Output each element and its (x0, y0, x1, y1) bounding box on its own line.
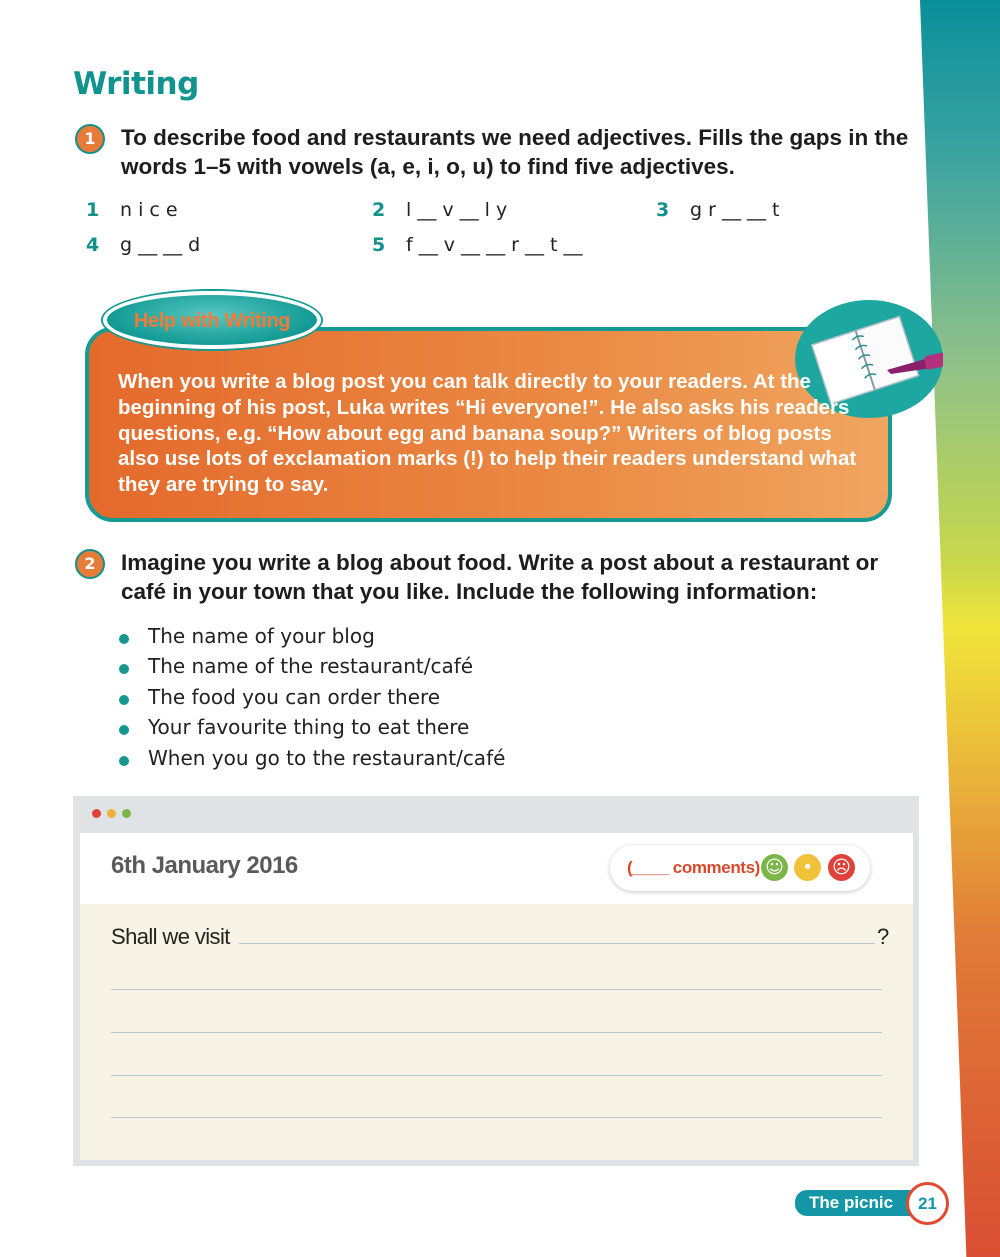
gap-item-5[interactable] (372, 234, 583, 256)
gap-item-number: 5 (372, 234, 386, 256)
bullet-icon (119, 695, 129, 705)
gap-item-number: 3 (656, 199, 670, 221)
writing-line[interactable] (111, 1075, 882, 1076)
gap-item-word: n i c e (120, 199, 178, 221)
list-item (118, 743, 505, 773)
blog-date: 6th January 2016 (111, 852, 298, 879)
blog-prompt: Shall we visit (111, 924, 230, 949)
decorative-side-gradient (920, 0, 1000, 1257)
list-item-label: Your favourite thing to eat there (148, 715, 470, 740)
gap-item-2[interactable] (372, 199, 507, 221)
gap-item-number: 4 (86, 234, 100, 256)
gap-item-3[interactable] (656, 199, 779, 221)
writing-line[interactable] (239, 943, 875, 944)
comment-bubble-tail (586, 862, 612, 878)
writing-line[interactable] (111, 1117, 882, 1118)
happy-face-icon[interactable]: ☺ (761, 854, 788, 881)
help-text: When you write a blog post you can talk directly to your readers. At the beginning of his post, Luka writes “Hi everyone!”. He also asks his readers questions, e.g. “How about egg and banana soup?” Writers of blog posts also use lots of exclamation marks (!) to help their readers understand what they are trying to say. (118, 370, 857, 497)
blog-prompt-end: ? (877, 924, 890, 949)
gap-item-word: l __ v __ l y (406, 199, 508, 221)
writing-line[interactable] (111, 1032, 882, 1033)
window-close-dot-icon (92, 809, 101, 818)
exercise-2-number: 2 (75, 549, 105, 579)
bullet-icon (119, 634, 129, 644)
sad-face-icon[interactable]: ☹ (828, 854, 855, 881)
gap-item-word: g r __ __ t (690, 199, 780, 221)
exercise-2-instruction: Imagine you write a blog about food. Write a post about a restaurant or café in your town that you like. Include the following information: (121, 550, 879, 604)
comments-count[interactable]: (____ comments) (627, 858, 760, 877)
bullet-icon (119, 664, 129, 674)
gap-item-word: f __ v __ __ r __ t __ (406, 234, 583, 256)
gap-item-4[interactable] (86, 234, 200, 256)
gap-item-number: 2 (372, 199, 386, 221)
bullet-icon (119, 725, 129, 735)
unit-name: The picnic (795, 1190, 925, 1216)
list-item (118, 712, 505, 742)
list-item-label: The name of the restaurant/café (148, 654, 474, 679)
writing-line[interactable] (111, 989, 882, 990)
window-minimize-dot-icon (107, 809, 116, 818)
help-badge-label: Help with Writing (133, 310, 291, 332)
list-item-label: When you go to the restaurant/café (148, 745, 506, 770)
list-item-label: The food you can order there (148, 684, 441, 709)
list-item (118, 621, 505, 651)
section-title: Writing (73, 66, 199, 102)
gap-item-word: g __ __ d (120, 234, 201, 256)
help-with-writing-badge (103, 291, 321, 349)
exercise-1-number: 1 (75, 124, 105, 154)
list-item (118, 651, 505, 681)
list-item-label: The name of your blog (148, 624, 375, 648)
list-item (118, 682, 505, 712)
gap-item-number: 1 (86, 199, 100, 221)
exercise-1-instruction: To describe food and restaurants we need adjectives. Fills the gaps in the words 1–5 with vowels (a, e, i, o, u) to find five adjectives. (121, 125, 909, 179)
gap-item-1[interactable] (86, 199, 178, 221)
page-number: 21 (906, 1182, 949, 1225)
window-maximize-dot-icon (122, 809, 131, 818)
neutral-face-icon[interactable]: • (794, 854, 821, 881)
bullet-icon (119, 756, 129, 766)
info-list (118, 621, 505, 773)
